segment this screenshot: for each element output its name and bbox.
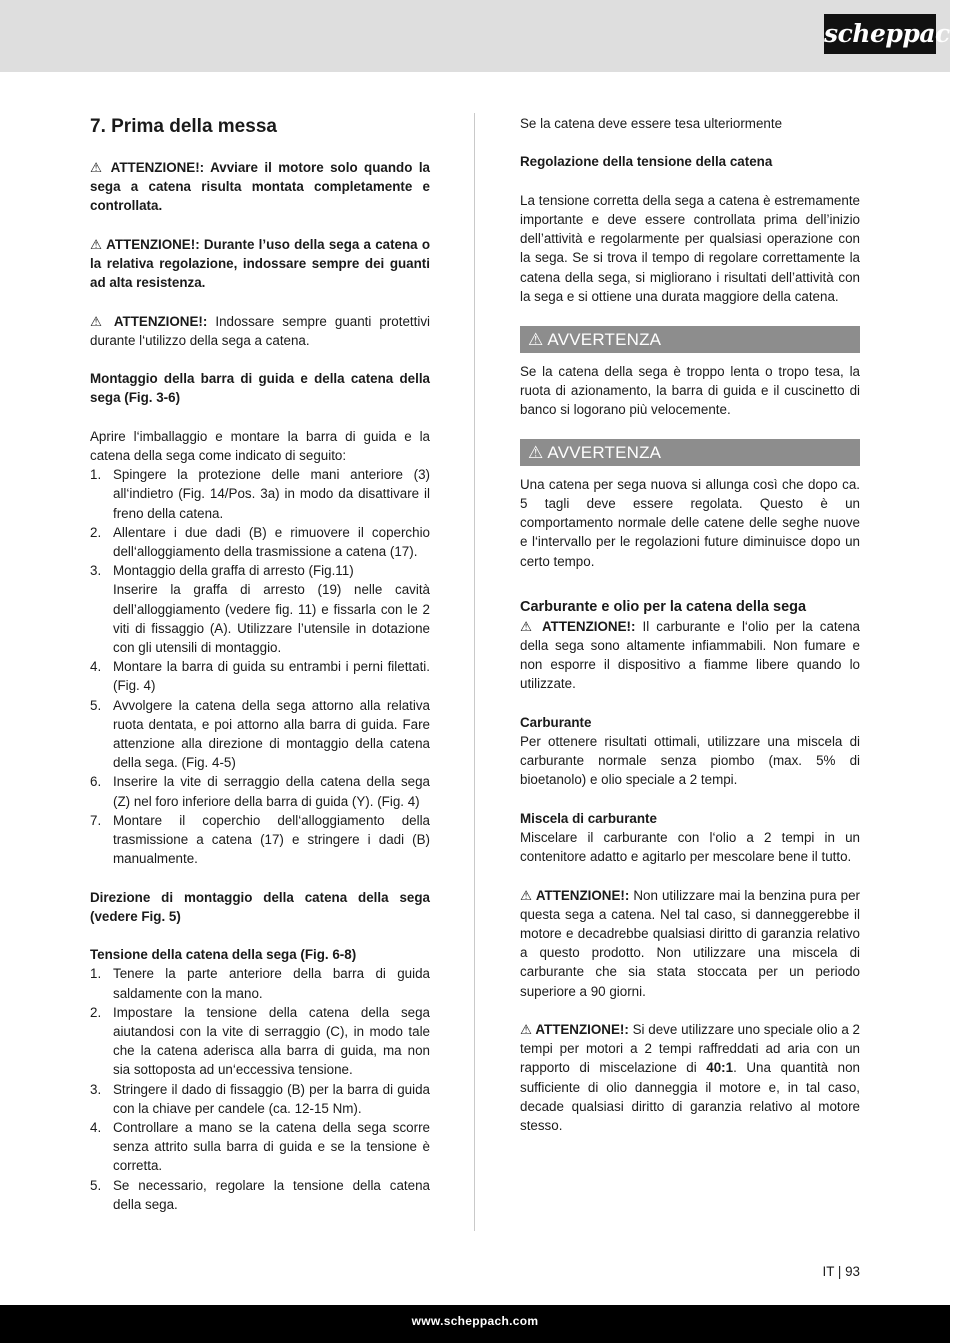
warning-oil-ratio xyxy=(520,1020,860,1135)
warning-label: ⚠ ATTENZIONE!: xyxy=(520,1022,629,1038)
adjust-heading: Regolazione della tensione della catena xyxy=(520,154,773,170)
list-item-number: 4. xyxy=(90,659,102,675)
list-item xyxy=(90,1176,430,1214)
tension-steps-list xyxy=(90,964,430,1214)
list-item xyxy=(90,657,430,695)
brand-logo: scheppach xyxy=(824,14,936,54)
list-item xyxy=(90,964,430,1002)
tension-heading: Tensione della catena della sega (Fig. 6-8) xyxy=(90,947,357,963)
warning-start-engine xyxy=(90,158,430,216)
list-item-number: 2. xyxy=(90,524,102,540)
warning-label: ⚠ ATTENZIONE!: xyxy=(90,236,200,252)
warning-text: Si deve utilizzare uno speciale olio a 2 tempi per motori a 2 tempi raffreddati ad aria con un rapporto di miscelazione di xyxy=(520,1022,860,1076)
list-item-number: 6. xyxy=(90,774,102,790)
list-item-text: Inserire la vite di serraggio della catena della sega (Z) nel foro inferiore della barra di guida (Y). (Fig. 4) xyxy=(113,774,430,809)
list-item-text: Avvolgere la catena della sega attorno alla relativa ruota dentata, e poi attorno alla barra di guida. Fare attenzione alla direzione di montaggio della catena della sega. (Fig. 4-5) xyxy=(113,697,430,771)
fuel-warning xyxy=(520,617,860,694)
mix-heading: Miscela di carburante xyxy=(520,810,657,826)
list-item xyxy=(90,465,430,523)
list-item-number: 4. xyxy=(90,1120,102,1136)
list-item-number: 7. xyxy=(90,812,102,828)
list-item-number: 5. xyxy=(90,697,102,713)
list-item-number: 5. xyxy=(90,1177,102,1193)
tension-intro: Se la catena deve essere tesa ulteriormente xyxy=(520,116,783,131)
list-item-text: Tenere la parte anteriore della barra di guida saldamente con la mano. xyxy=(113,966,430,1001)
mount-heading: Montaggio della barra di guida e della catena della sega (Fig. 3-6) xyxy=(90,371,430,406)
mount-steps-list xyxy=(90,465,430,868)
list-item-number: 3. xyxy=(90,563,102,579)
list-item-text: Stringere il dado di fissaggio (B) per la barra di guida con la chiave per candele (ca. 12-15 Nm). xyxy=(113,1081,430,1116)
warning-text: Non utilizzare mai la benzina pura per questa sega a catena. Nel tal caso, si danneggerebbe il motore e decadrebbe qualsiasi diritto di garanzia relativo a questo prodotto. Non utilizzare una miscela di carburante che sia stata stoccata per un periodo superiore a 90 giorni. xyxy=(520,887,860,999)
list-item-text: Spingere la protezione delle mani anteriore (3) all‘indietro (Fig. 14/Pos. 3a) in modo da disattivare il freno della catena. xyxy=(113,467,430,521)
list-item xyxy=(90,523,430,561)
warning-box-2-text: Una catena per sega nuova si allunga così che dopo ca. 5 tagli deve essere regolata. Questo è un comportamento normale delle catene delle seghe nuove e l‘intervallo per le regolazioni future diminuisce dopo un certo tempo. xyxy=(520,476,860,569)
adjust-text: La tensione corretta della sega a catena è estremamente importante e deve essere controllata prima dell’inizio dell’attività e regolarmente per qualsiasi operazione con la sega. Se si trova il tempo di regolare correttamente la catena della sega, si migliorano i risultati dell’attività con la sega e si ottiene una durata maggiore della catena. xyxy=(520,192,860,304)
list-item-text: Se necessario, regolare la tensione della catena della sega. xyxy=(113,1177,430,1212)
header-band xyxy=(0,0,950,72)
warning-box-2: ⚠ AVVERTENZA xyxy=(520,439,860,466)
warning-text: Il carburante e l‘olio per la catena della sega sono altamente infiammabili. Non fumare e non esporre il dispositivo a fiamme libere quando lo utilizzate. xyxy=(520,618,860,692)
list-item xyxy=(90,696,430,773)
list-item xyxy=(90,1118,430,1176)
list-item-number: 1. xyxy=(90,467,102,483)
warning-gloves-protective xyxy=(90,312,430,350)
page-number: IT | 93 xyxy=(822,1264,860,1279)
mix-text: Miscelare il carburante con l‘olio a 2 tempi in un contenitore adatto e agitarlo per mescolare bene il tutto. xyxy=(520,830,860,865)
carb-heading: Carburante xyxy=(520,714,592,730)
warning-label: ⚠ ATTENZIONE!: xyxy=(520,618,636,634)
column-divider xyxy=(474,113,475,1231)
direction-heading: Direzione di montaggio della catena della sega (vedere Fig. 5) xyxy=(90,889,430,924)
warning-box-1-text: Se la catena della sega è troppo lenta o tropo tesa, la ruota di azionamento, la barra di guida e il cuscinetto di banco si logorano più velocemente. xyxy=(520,364,860,418)
warning-label: ⚠ ATTENZIONE!: xyxy=(520,887,630,903)
list-item xyxy=(90,1003,430,1080)
list-item-text: Montare il coperchio dell‘alloggiamento della trasmissione a catena (17) e stringere i dadi (B) manualmente. xyxy=(113,812,430,867)
warning-text: Indossare sempre guanti protettivi durante l‘utilizzo della sega a catena. xyxy=(90,313,430,348)
list-item xyxy=(90,1080,430,1118)
list-item-text: Impostare la tensione della catena della sega aiutandosi con la vite di serraggio (C), in modo tale che la catena aderisca alla barra di guida, ma non sia sottoposta ad un‘eccessiva tensione. xyxy=(113,1004,430,1078)
mix-ratio: 40:1 xyxy=(706,1060,734,1076)
list-item-number: 1. xyxy=(90,966,102,982)
section-title: 7. Prima della messa xyxy=(90,116,277,137)
left-column xyxy=(90,114,430,1233)
list-item xyxy=(90,772,430,810)
list-item xyxy=(90,811,430,869)
warning-text: . Una quantità non sufficiente di olio danneggia il motore e, in tal caso, decade qualsiasi diritto di garanzia relativo al motore stesso. xyxy=(520,1060,860,1134)
mount-intro: Aprire l‘imballaggio e montare la barra di guida e la catena della sega come indicato di seguito: xyxy=(90,428,430,463)
list-item-subtext: Inserire la graffa di arresto (19) nelle cavità dell’alloggiamento (vedere fig. 11) e fissarla con le 2 viti di fissaggio (A). Utilizzare l’utensile in dotazione con gli utensili di montaggio. xyxy=(113,582,430,656)
list-item-text: Montaggio della graffa di arresto (Fig.11) xyxy=(113,563,354,579)
list-item-text: Controllare a mano se la catena della sega scorre senza attrito sulla barra di guida e se la tensione è corretta. xyxy=(113,1120,430,1174)
footer-url[interactable]: www.scheppach.com xyxy=(411,1314,539,1328)
list-item-number: 3. xyxy=(90,1081,102,1097)
list-item-text: Montare la barra di guida su entrambi i perni filettati. (Fig. 4) xyxy=(113,659,430,694)
warning-pure-petrol xyxy=(520,886,860,1001)
warning-label: ⚠ ATTENZIONE!: xyxy=(90,313,208,329)
warning-text: Durante l’uso della sega a catena o la relativa regolazione, indossare sempre dei guanti ad alta resistenza. xyxy=(90,236,431,291)
list-item-text: Allentare i due dadi (B) e rimuovere il coperchio dell‘alloggiamento della trasmissione a catena (17). xyxy=(113,524,430,559)
list-item-number: 2. xyxy=(90,1004,102,1020)
warning-gloves-resistant xyxy=(90,235,430,293)
warning-box-1: ⚠ AVVERTENZA xyxy=(520,326,860,353)
list-item xyxy=(90,561,430,657)
warning-text: Avviare il motore solo quando la sega a catena risulta montata completamente e controllata. xyxy=(90,160,430,214)
warning-label: ⚠ ATTENZIONE!: xyxy=(90,160,205,175)
right-column xyxy=(520,114,860,1154)
fuel-heading: Carburante e olio per la catena della sega xyxy=(520,598,807,615)
carb-text: Per ottenere risultati ottimali, utilizzare una miscela di carburante normale senza piombo (max. 5% di bioetanolo) e olio speciale a 2 tempi. xyxy=(520,734,860,788)
